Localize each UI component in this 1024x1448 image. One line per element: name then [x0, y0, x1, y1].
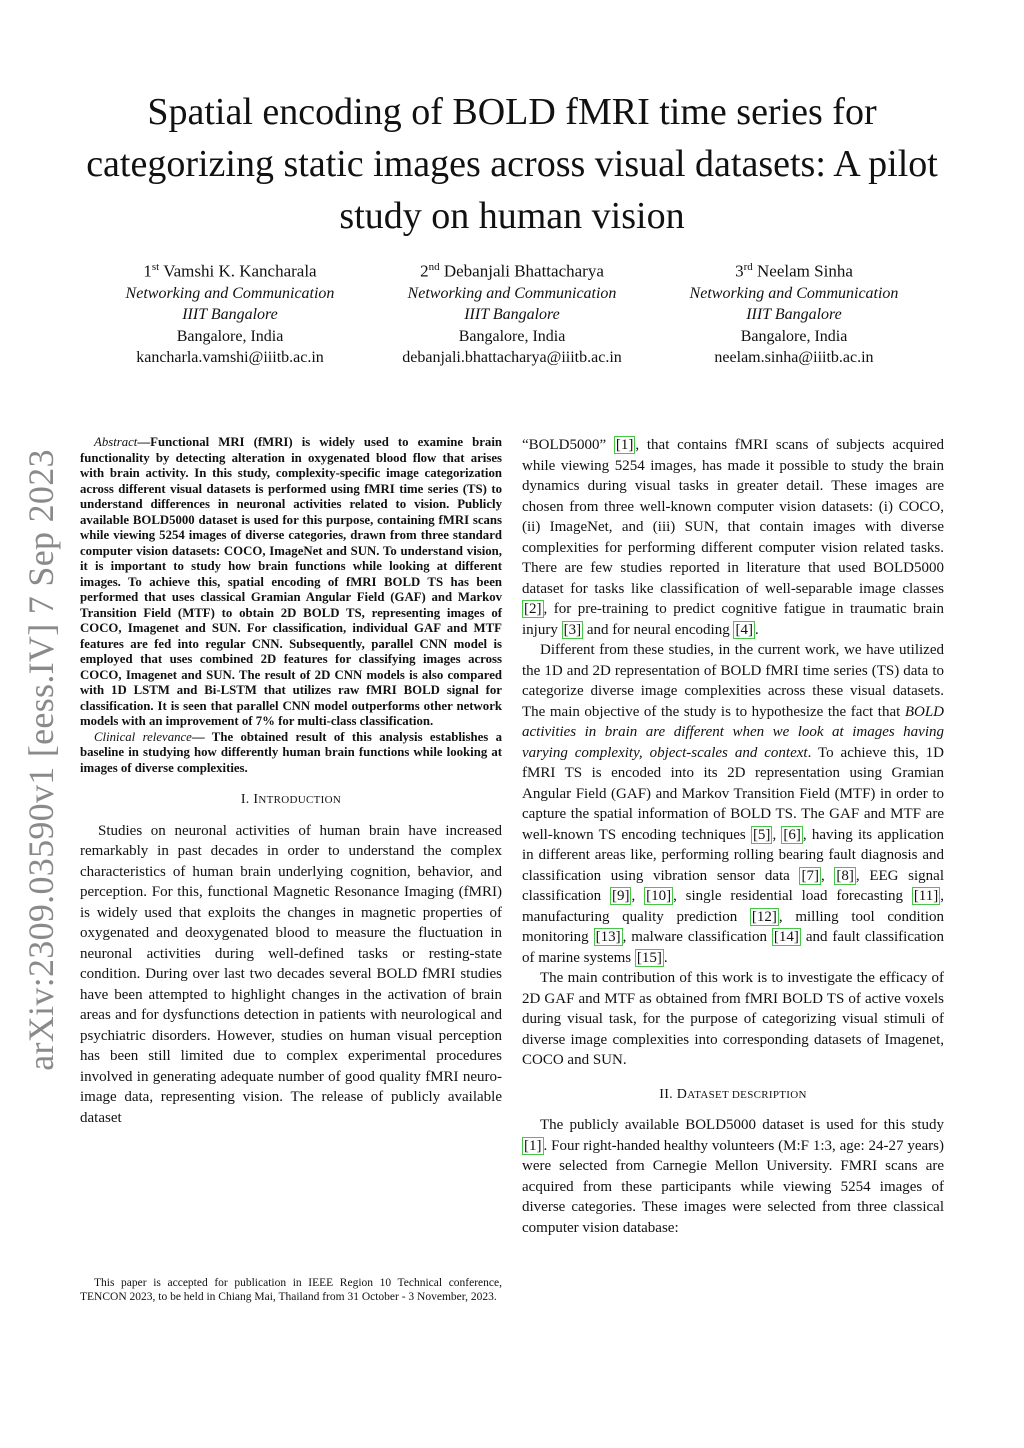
section-heading-introduction: I. INTRODUCTION	[240, 792, 342, 807]
body-paragraph: “BOLD5000” [1] , that contains fMRI scans of subjects acquired while viewing 5254 images, has made it possible to study the brain dynamics during visual tasks in greater detail. These images are chosen from three well-known computer vision datasets: (i) COCO, (ii) ImageNet, and (iii) SUN, that contain images with diverse complexities for performing different computer vision related tasks. There are few studies reported in literature that used BOLD5000 dataset for tasks like classification of well-separable image classes [2] , for pre-training to predict cognitive fatigue in traumatic brain injury [3] and for neural encoding [4] .	[522, 437, 944, 638]
author-organization: IIIT Bangalore	[182, 306, 278, 324]
clinical-relevance: Clinical relevance— The obtained result of this analysis establishes a baseline in studying how differently human brain functions while looking at images of diverse complexities.	[80, 729, 503, 775]
author-email: neelam.sinha@iiitb.ac.in	[714, 349, 874, 367]
author-ordinal-suffix: nd	[428, 261, 440, 273]
body-paragraph: The publicly available BOLD5000 dataset is used for this study [1] . Four right-handed healthy volunteers (M:F 1:3, age: 24-27 years) were selected from Carnegie Mellon University. FMRI scans are acquired from these participants while viewing 5254 images of diverse categories. These images were selected from three classical computer vision database:	[522, 1117, 944, 1236]
author-ordinal-suffix: rd	[743, 261, 753, 273]
citation-link[interactable]: [10]	[646, 888, 672, 904]
arxiv-identifier: arXiv:2309.03590v1 [eess.IV] 7 Sep 2023	[21, 449, 61, 1071]
author-name: Vamshi K. Kancharala	[163, 261, 317, 281]
author-department: Networking and Communication	[125, 284, 335, 302]
body-paragraph: Different from these studies, in the current work, we have utilized the 1D and 2D representation of BOLD fMRI time series (TS) data to categorize diverse image complexities across these visual datasets. The main objective of the study is to hypothesize the fact that BOLD activities in brain are different when we look at images having varying complexity, object-scales and context. To achieve this, 1D fMRI TS is encoded into its 2D representation using Gramian Angular Field (GAF) and Markov Transition Field (MTF) in order to capture the spatial information of BOLD TS. The GAF and MTF are well-known TS encoding techniques [5] , [6] , having its application in different areas like, performing rolling bearing fault diagnosis and classification using vibration sensor data [7] , [8] , EEG signal classification [9] , [10] , single residential load forecasting [11] , manufacturing quality prediction [12] , milling tool condition monitoring [13] , malware classification [14] and fault classification of marine systems [15] .	[522, 642, 945, 966]
author-organization: IIIT Bangalore	[746, 306, 842, 324]
author-location: Bangalore, India	[458, 327, 566, 345]
citation-link[interactable]: [7]	[801, 867, 819, 884]
author-location: Bangalore, India	[176, 327, 284, 345]
author-email: kancharla.vamshi@iiitb.ac.in	[136, 349, 324, 367]
author-block	[100, 256, 924, 369]
citation-link[interactable]: [12]	[751, 908, 777, 925]
left-column	[80, 435, 502, 1128]
footnote: This paper is accepted for publication in IEEE Region 10 Technical conference, TENCON 2023, to be held in Chiang Mai, Thailand from 31 October - 3 November, 2023.	[80, 1277, 502, 1303]
section-heading-dataset: II. DATASET DESCRIPTION	[659, 1086, 807, 1102]
author-department: Networking and Communication	[407, 284, 617, 302]
citation-link[interactable]: [2]	[524, 601, 542, 617]
right-column	[522, 435, 944, 1238]
author-location: Bangalore, India	[740, 327, 848, 345]
citation-link[interactable]: [1]	[615, 437, 634, 453]
abstract-label: Abstract	[94, 435, 138, 449]
citation-link[interactable]: [14]	[773, 929, 799, 945]
author-email: debanjali.bhattacharya@iiitb.ac.in	[402, 349, 622, 367]
arxiv-sidebar-stamp	[6, 449, 76, 1071]
author-3	[664, 256, 924, 369]
author-ordinal: 1	[143, 261, 152, 281]
abstract: Abstract—Functional MRI (fMRI) is widely used to examine brain functionality by detecting alteration in oxygenated blood flow that arises with brain activity. In this study, complexity-specific image categorization across different visual datasets is performed using fMRI time series (TS) to understand differences in neuronal activities related to vision. Publicly available BOLD5000 dataset is used for this purpose, containing fMRI scans while viewing 5254 images of diverse categories, drawn from three standard computer vision datasets: COCO, ImageNet and SUN. To understand vision, it is important to study how brain functions while looking at different images. To achieve this, spatial encoding of fMRI BOLD TS has been performed that uses classical Gramian Angular Field (GAF) and Markov Transition Field (MTF) to obtain 2D BOLD TS, representing images of COCO, Imagenet and SUN. For classification, individual GAF and MTF features are fed into regular CNN. Subsequently, parallel CNN model is employed that uses combined 2D features for classifying images across COCO, Imagenet and SUN. The result of 2D CNN models is also compared with 1D LSTM and Bi-LSTM that utilizes raw fMRI BOLD signal for classification. It is seen that parallel CNN model outperforms other network models with an improvement of 7% for multi-class classification.	[80, 435, 502, 728]
citation-link[interactable]: [11]	[913, 888, 939, 904]
abstract-text: Functional MRI (fMRI) is widely used to examine brain functionality by detecting alteration in oxygenated blood flow that arises with brain activity. In this study, complexity-specific image categorization across different visual datasets is performed using fMRI time series (TS) to understand differences in neuronal activities related to vision. Publicly available BOLD5000 dataset is used for this purpose, containing fMRI scans while viewing 5254 images of diverse categories, drawn from three standard computer vision datasets: COCO, ImageNet and SUN. To understand vision, it is important to study how brain functions while looking at different images. To achieve this, spatial encoding of fMRI BOLD TS has been performed that uses classical Gramian Angular Field (GAF) and Markov Transition Field (MTF) to obtain 2D BOLD TS, representing images of COCO, Imagenet and SUN. For classification, individual GAF and MTF features are fed into regular CNN. Subsequently, parallel CNN model is employed that uses combined 2D features for classifying images across COCO, Imagenet and SUN. The result of 2D CNN models is also compared with 1D LSTM and Bi-LSTM that utilizes raw fMRI BOLD signal for classification. It is seen that parallel CNN model outperforms other network models with an improvement of 7% for multi-class classification.	[80, 435, 502, 728]
author-name: Debanjali Bhattacharya	[443, 261, 604, 281]
author-ordinal: 3	[735, 261, 744, 281]
author-name: Neelam Sinha	[757, 261, 853, 281]
clinical-relevance-text: The obtained result of this analysis establishes a baseline in studying how differently human brain functions while looking at images of diverse complexities.	[80, 729, 503, 775]
author-department: Networking and Communication	[689, 284, 899, 302]
author-ordinal: 2	[420, 261, 429, 281]
citation-link[interactable]: [9]	[611, 888, 630, 904]
citation-link[interactable]: [3]	[563, 621, 582, 638]
citation-link[interactable]: [8]	[836, 867, 854, 884]
paper-title: Spatial encoding of BOLD fMRI time series for categorizing static images across visual datasets: A pilot study on human vision	[86, 91, 938, 237]
body-paragraph: The main contribution of this work is to investigate the efficacy of 2D GAF and MTF as obtained from fMRI BOLD TS of active voxels during visual task, for the purpose of categorizing visual stimuli of diverse image complexities into corresponding datasets of Imagenet, COCO and SUN.	[522, 970, 944, 1068]
author-1	[100, 256, 360, 369]
citation-link[interactable]: [6]	[783, 826, 801, 843]
citation-link[interactable]: [5]	[752, 826, 771, 843]
citation-link[interactable]: [13]	[595, 929, 621, 945]
author-organization: IIIT Bangalore	[464, 306, 560, 324]
citation-link[interactable]: [4]	[735, 621, 753, 638]
citation-link[interactable]: [15]	[636, 949, 662, 966]
author-2	[382, 256, 642, 369]
introduction-paragraph: Studies on neuronal activities of human brain have increased remarkably in past decades in order to understand the complex characteristics of human brain underlying cognition, behavior, and perception. For this, functional Magnetic Resonance Imaging (fMRI) is widely used that exploits the changes in magnetic properties of oxygenated and deoxygenated blood to measure the fluctuation in neuronal activities during well-defined tasks or resting-state condition. During over last two decades several BOLD fMRI studies have been attempted to highlight changes in the activation of brain areas and for dysfunctions detection in patients with neurological and psychiatric disorders. However, studies on human visual perception has been still limited due to complex experimental procedures involved in generating adequate number of good quality fMRI neuro-image data, representing vision. The release of publicly available dataset	[80, 822, 502, 1126]
author-ordinal-suffix: st	[151, 261, 160, 273]
clinical-relevance-label: Clinical relevance	[94, 729, 192, 744]
citation-link[interactable]: [1]	[524, 1137, 542, 1154]
